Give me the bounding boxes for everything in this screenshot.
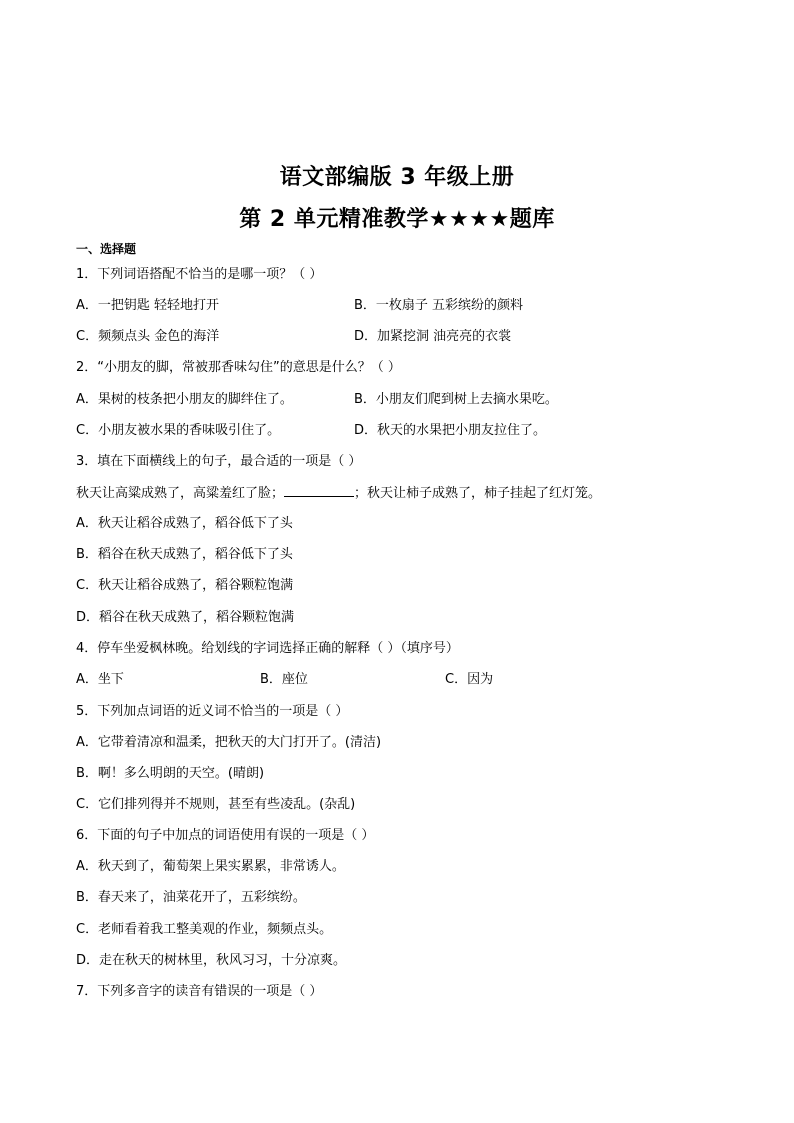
question-3-stem: 3．填在下面横线上的句子，最合适的一项是（ ） (76, 454, 362, 469)
question-6-option-b: B．春天来了，油菜花开了，五彩缤纷。 (76, 890, 306, 905)
question-3-option-b: B．稻谷在秋天成熟了，稻谷低下了头 (76, 547, 293, 562)
question-2-option-c: C．小朋友被水果的香味吸引住了。 (76, 423, 281, 438)
question-1-option-b: B．一枚扇子 五彩缤纷的颜料 (354, 298, 524, 313)
question-5-option-a: A．它带着清凉和温柔，把秋天的大门打开了。(清洁) (76, 735, 382, 750)
fill-in-blank (284, 484, 354, 497)
question-3-sentence (76, 484, 601, 503)
question-2-option-a: A．果树的枝条把小朋友的脚绊住了。 (76, 392, 293, 407)
question-6-option-a: A．秋天到了，葡萄架上果实累累，非常诱人。 (76, 859, 345, 874)
question-3-sentence-before: 秋天让高粱成熟了，高粱羞红了脸； (76, 486, 285, 501)
question-3-option-a: A．秋天让稻谷成熟了，稻谷低下了头 (76, 516, 293, 531)
question-1-option-c: C．频频点头 金色的海洋 (76, 329, 220, 344)
question-7-stem: 7．下列多音字的读音有错误的一项是（ ） (76, 984, 323, 999)
question-1-stem: 1．下列词语搭配不恰当的是哪一项？（ ） (76, 267, 323, 282)
question-4-option-c: C．因为 (445, 672, 494, 687)
question-4-option-a: A．坐下 (76, 672, 124, 687)
question-4-option-b: B．座位 (260, 672, 308, 687)
question-2-option-d: D．秋天的水果把小朋友拉住了。 (354, 423, 547, 438)
document-subtitle: 第 2 单元精准教学★★★★题库 (239, 207, 555, 232)
question-2-stem: 2．“小朋友的脚，常被那香味勾住”的意思是什么？（ ） (76, 360, 401, 375)
question-3-option-d: D．稻谷在秋天成熟了，稻谷颗粒饱满 (76, 610, 295, 625)
question-3-sentence-after: ；秋天让柿子成熟了，柿子挂起了红灯笼。 (354, 486, 602, 501)
question-6-option-d: D．走在秋天的树林里，秋风习习，十分凉爽。 (76, 953, 347, 968)
question-5-option-c: C．它们排列得并不规则，甚至有些凌乱。(杂乱) (76, 797, 356, 812)
question-6-stem: 6．下面的句子中加点的词语使用有误的一项是（ ） (76, 828, 375, 843)
section-heading: 一、选择题 (76, 242, 137, 256)
question-1-option-d: D．加紧挖洞 油亮亮的衣裳 (354, 329, 512, 344)
question-1-option-a: A．一把钥匙 轻轻地打开 (76, 298, 220, 313)
question-5-stem: 5．下列加点词语的近义词不恰当的一项是（ ） (76, 704, 349, 719)
question-2-option-b: B．小朋友们爬到树上去摘水果吃。 (354, 392, 558, 407)
document-title: 语文部编版 3 年级上册 (279, 165, 515, 190)
question-4-stem: 4．停车坐爱枫林晚。给划线的字词选择正确的解释（ ）（填序号） (76, 641, 459, 656)
question-5-option-b: B．啊！多么明朗的天空。(晴朗) (76, 766, 265, 781)
question-6-option-c: C．老师看着我工整美观的作业，频频点头。 (76, 922, 333, 937)
question-3-option-c: C．秋天让稻谷成熟了，稻谷颗粒饱满 (76, 578, 294, 593)
